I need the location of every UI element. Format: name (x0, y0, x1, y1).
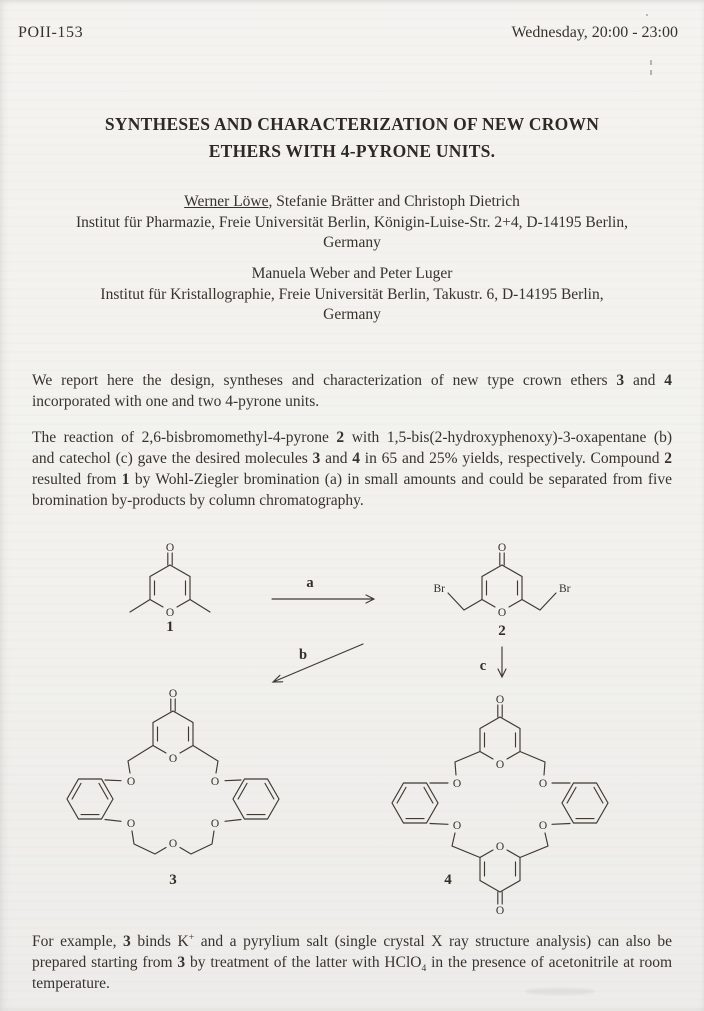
reaction-scheme (22, 535, 682, 935)
carbonyl-o-label: O (165, 542, 175, 554)
paper-title-line1: SYNTHESES AND CHARACTERIZATION OF NEW CROWN (104, 114, 600, 134)
ether-o-upper-right: O (210, 776, 220, 788)
carbonyl-double-bond (168, 553, 172, 565)
affiliation-1: Institut für Pharmazie, Freie Universität Berlin, Königin-Luise-Str. 2+4, D-14195 Berlin, (75, 213, 628, 231)
compound-2-structure (434, 542, 571, 639)
ring-o-label: O (168, 753, 178, 765)
ether-o-upper-left: O (126, 776, 136, 788)
compound-2-number: 2 (498, 623, 506, 639)
ring-o-label: O (497, 607, 507, 619)
ring-o-bottom: O (495, 841, 505, 853)
step-label-b: b (298, 647, 308, 663)
author-names-1: Werner Löwe, Stefanie Brätter and Christoph Dietrich (184, 193, 520, 210)
scan-speck-top (646, 14, 648, 16)
ether-o-bottom-center: O (168, 838, 178, 850)
poster-code: POII-153 (18, 24, 84, 41)
author-block-1 (0, 192, 704, 254)
benzene-left-ether-bonds (430, 783, 448, 824)
ring-double-bonds (158, 727, 189, 741)
step-label-c: c (479, 658, 487, 674)
author-names-2: Manuela Weber and Peter Luger (251, 265, 453, 282)
ring-top-double-bonds (485, 733, 516, 747)
paragraph-binding: For example, 3 binds K+ and a pyrylium salt (single crystal X ray structure analysis) can also be prepared starting from 3 by treatment of the latter with HClO$_4$ in the presence of acetonitrile at room temperature. (32, 931, 672, 992)
benzene-ring-right (233, 779, 279, 819)
arrow-b-line (273, 644, 363, 682)
affiliation-2-country: Germany (323, 306, 381, 323)
ring-o-label: O (165, 607, 175, 619)
ring-double-bonds (487, 581, 518, 595)
benzene-ring-left (392, 783, 438, 823)
carbonyl-o-bottom: O (495, 905, 505, 917)
pyrone-ring-top (480, 717, 520, 759)
paper-title-line2: ETHERS WITH 4-PYRONE UNITS. (208, 141, 496, 161)
paragraph-synthesis: The reaction of 2,6-bisbromomethyl-4-pyrone 2 with 1,5-bis(2-hydroxyphenoxy)-3-oxapentane (b) and catechol (c) gave the desired molecules 3 and 4 in 65 and 25% yields, respectively. Compound 2 resulted from 1 by Wohl-Ziegler bromination (a) in small amounts and could be separated from five bromination by-products by column chromatography. (32, 429, 672, 509)
reaction-arrow-a (272, 575, 374, 603)
ether-o-lower-right: O (538, 820, 548, 832)
compound-4-number: 4 (444, 872, 452, 888)
benzene-right-double-bonds (238, 783, 274, 814)
arrow-c-line (498, 647, 506, 677)
compound-3-structure (67, 688, 279, 888)
author-block-2 (0, 264, 704, 326)
benzene-right-ether-bonds (552, 783, 570, 824)
ether-o-upper-left: O (452, 778, 462, 790)
benzene-ring-right (562, 783, 608, 823)
pyrone-ring (150, 565, 190, 607)
ether-o-lower-left: O (452, 820, 462, 832)
ring-o-top: O (495, 759, 505, 771)
reaction-arrow-c (480, 647, 506, 677)
session-time: Wednesday, 20:00 - 23:00 (511, 24, 678, 41)
pyrone-ring (482, 565, 522, 607)
paper-title (0, 111, 704, 165)
pyrone-ring (153, 711, 193, 753)
benzene-left-double-bonds (72, 783, 108, 814)
ether-o-upper-right: O (538, 778, 548, 790)
ether-o-lower-right: O (210, 818, 220, 830)
carbonyl-bottom-double-bond (498, 892, 502, 904)
bromine-label-right: Br (559, 583, 571, 595)
bromine-label-left: Br (433, 583, 445, 595)
arrow-a-line (272, 595, 374, 603)
carbonyl-o-label: O (168, 688, 178, 700)
ring-double-bonds (155, 581, 186, 595)
paragraph-intro: We report here the design, syntheses and characterization of new type crown ethers 3 and 4 incorporated with one and two 4-pyrone units. (32, 372, 672, 410)
ring-bottom-double-bonds (485, 862, 516, 876)
scan-mark-colon-lower (650, 70, 652, 75)
affiliation-1-country: Germany (323, 234, 381, 251)
carbonyl-top-double-bond (498, 705, 502, 717)
scan-smudge-bottom (525, 988, 595, 995)
compound-3-number: 3 (169, 872, 177, 888)
compound-4-structure (392, 694, 608, 917)
compound-1-number: 1 (166, 619, 174, 635)
carbonyl-o-top: O (495, 694, 505, 706)
reaction-arrow-b (273, 644, 363, 682)
compound-1-structure (130, 542, 210, 635)
step-label-a: a (306, 575, 314, 591)
ether-o-lower-left: O (126, 818, 136, 830)
benzene-left-double-bonds (397, 787, 433, 818)
carbonyl-o-label: O (497, 542, 507, 554)
benzene-left-ether-bonds (105, 780, 121, 821)
benzene-right-double-bonds (567, 787, 603, 818)
carbonyl-double-bond (500, 553, 504, 565)
benzene-ring-left (67, 779, 113, 819)
scan-mark-colon-upper (650, 60, 652, 65)
carbonyl-double-bond (171, 699, 175, 711)
benzene-right-ether-bonds (225, 780, 241, 821)
affiliation-2: Institut für Kristallographie, Freie Universität Berlin, Takustr. 6, D-14195 Berlin, (100, 285, 604, 303)
pyrone-ring-bottom (480, 850, 520, 892)
